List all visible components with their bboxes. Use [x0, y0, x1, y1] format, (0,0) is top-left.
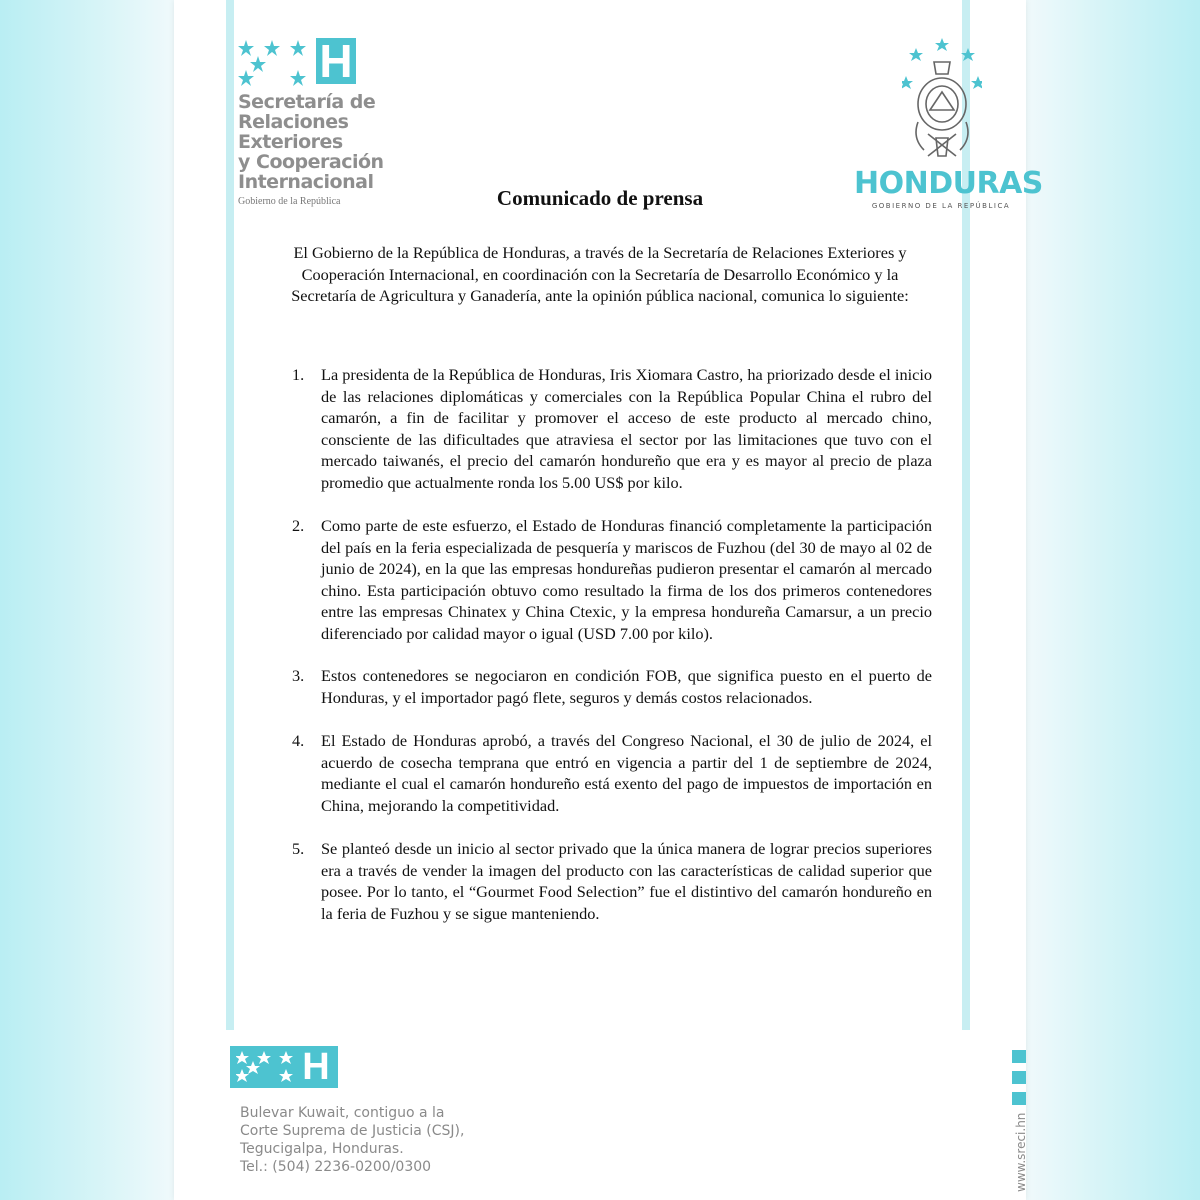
- footer-logo: [230, 1046, 338, 1088]
- ministry-name-line: Internacional: [238, 171, 374, 193]
- ministry-name-line: Relaciones: [238, 111, 349, 133]
- list-item-number: 4.: [292, 731, 305, 750]
- document-title: Comunicado de prensa: [496, 186, 704, 210]
- decorative-bar: [1012, 1050, 1026, 1063]
- list-item-number: 5.: [292, 839, 305, 858]
- list-item-text: Como parte de este esfuerzo, el Estado de Honduras financió completamente la participación del país en la feria especializada de pesquería y mariscos de Fuzhou (del 30 de mayo al 02 de junio de 2024), en la que las empresas hondureñas pudieron presentar el camarón al mercado chino. Esta participación obtuvo como resultado la firma de los dos primeros contenedores entre las empresas Chinatex y China Ctexic, y la empresa hondureña Camarsur, a un precio diferenciado por calidad mayor o igual (USD 7.00 por kilo).: [321, 516, 932, 643]
- address-line: Tel.: (504) 2236-0200/0300: [240, 1159, 432, 1175]
- ministry-name-line: Secretaría de: [238, 91, 376, 113]
- list-item: [292, 364, 932, 493]
- coat-of-arms-icon: [902, 38, 982, 164]
- address-line: Corte Suprema de Justicia (CSJ),: [240, 1123, 465, 1139]
- list-item-number: 1.: [292, 365, 305, 384]
- ministry-subtitle: Gobierno de la República: [238, 196, 341, 207]
- ministry-name-line: y Cooperación: [238, 151, 384, 173]
- list-item-text: El Estado de Honduras aprobó, a través del Congreso Nacional, el 30 de julio de 2024, el acuerdo de cosecha temprana que entró en vigencia a partir del 1 de septiembre de 2024, mediante el cual el camarón hondureño está exento del pago de impuestos de importación en China, mejorando la competitividad.: [321, 731, 932, 815]
- crest-subtitle: GOBIERNO DE LA REPÚBLICA: [871, 202, 1011, 210]
- address-line: Tegucigalpa, Honduras.: [240, 1141, 404, 1157]
- list-item: [292, 665, 932, 708]
- ministry-name: [238, 92, 438, 192]
- list-item: [292, 515, 932, 644]
- address-line: Bulevar Kuwait, contiguo a la: [240, 1105, 445, 1121]
- list-item: [292, 730, 932, 816]
- list-item-text: Se planteó desde un inicio al sector privado que la única manera de lograr precios superiores era a través de vender la imagen del producto con las características de calidad superior que posee. Por lo tanto, el “Gourmet Food Selection” fue el distintivo del camarón hondureño en la feria de Fuzhou y se sigue manteniendo.: [321, 839, 932, 923]
- honduras-wordmark: HONDURAS: [854, 166, 1043, 201]
- list-item-number: 3.: [292, 666, 305, 685]
- left-decorative-rule: [226, 0, 234, 1030]
- footer-address: [240, 1104, 540, 1176]
- list-item-number: 2.: [292, 516, 305, 535]
- decorative-bar: [1012, 1071, 1026, 1084]
- list-item: [292, 838, 932, 924]
- five-stars-icon: [236, 1050, 296, 1084]
- intro-paragraph: El Gobierno de la República de Honduras, a través de la Secretaría de Relaciones Exteriores y Cooperación Internacional, en coordinación con la Secretaría de Desarrollo Económico y la Secretaría de Agricultura y Ganadería, ante la opinión pública nacional, comunica lo siguiente:: [291, 243, 909, 305]
- footer-h-logo: H: [302, 1046, 330, 1088]
- statement-list: [292, 364, 932, 924]
- document-page: [174, 0, 1043, 1200]
- five-stars-icon: [238, 38, 314, 88]
- ministry-h-logo: H: [316, 38, 356, 84]
- list-item-text: Estos contenedores se negociaron en condición FOB, que significa puesto en el puerto de Honduras, y el importador pagó flete, seguros y demás costos relacionados.: [321, 666, 932, 707]
- footer-side-bars: [1012, 1050, 1026, 1113]
- decorative-bar: [1012, 1092, 1026, 1105]
- ministry-name-line: Exteriores: [238, 131, 343, 153]
- list-item-text: La presidenta de la República de Honduras, Iris Xiomara Castro, ha priorizado desde el inicio de las relaciones diplomáticas y comerciales con la República Popular China el rubro del camarón, a fin de facilitar y promover el acceso de este producto al mercado chino, consciente de las dificultades que atraviesa el sector por las limitaciones que tuvo con el mercado taiwanés, el precio del camarón hondureño que era y es mayor al precio de plaza promedio que actualmente ronda los 5.00 US$ por kilo.: [321, 365, 932, 492]
- website-url: www.sreci.hn: [1014, 1112, 1028, 1192]
